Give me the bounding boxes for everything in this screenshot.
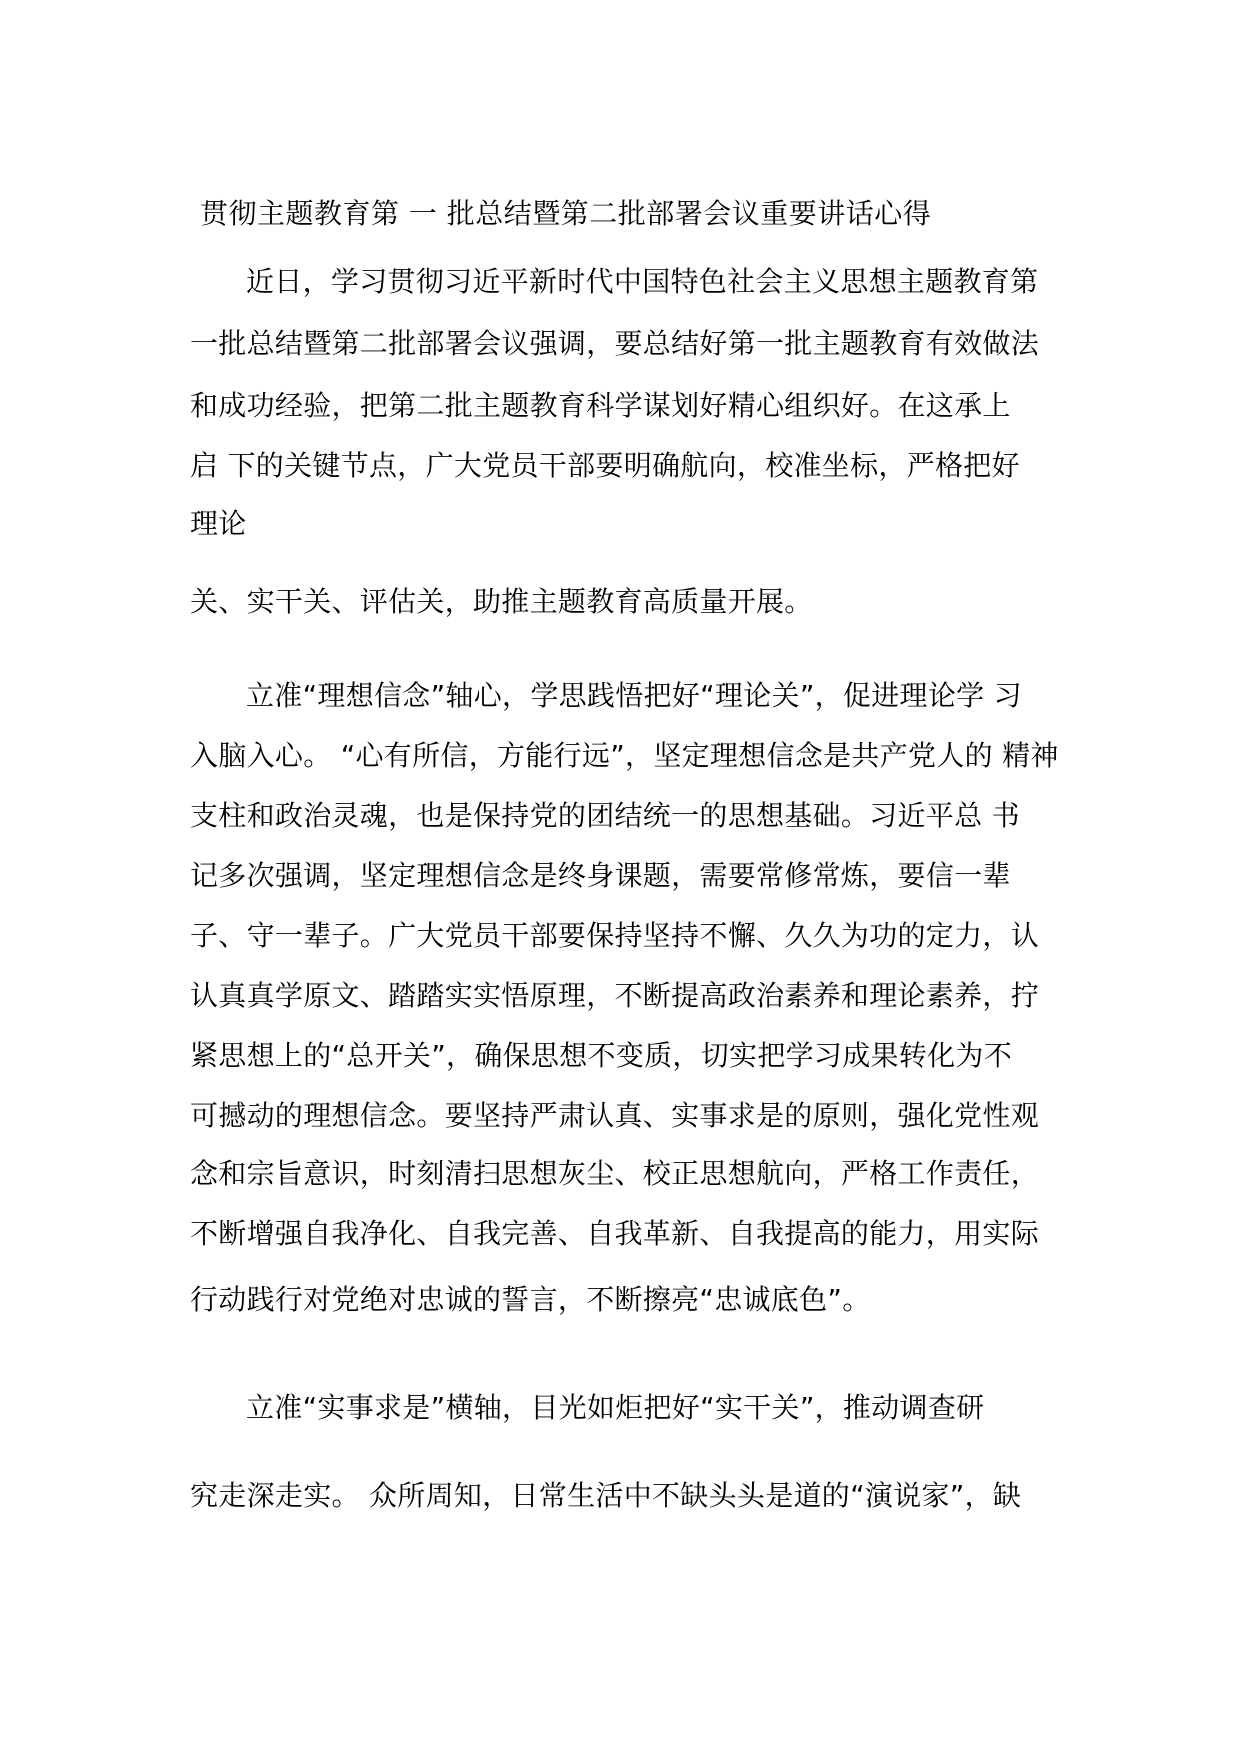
paragraph-line: 究走深走实。 众所周知，日常生活中不缺头头是道的“演说家”，缺 <box>190 1479 1022 1512</box>
paragraph-line: 关、实干关、评估关，助推主题教育高质量开展。 <box>190 585 813 618</box>
document-title: 贯彻主题教育第 一 批总结暨第二批部署会议重要讲话心得 <box>200 197 932 230</box>
paragraph-line: 支柱和政治灵魂，也是保持党的团结统一的思想基础。习近平总 书 <box>190 799 1020 832</box>
paragraph-line: 可撼动的理想信念。要坚持严肃认真、实事求是的原则，强化党性观 <box>190 1099 1040 1132</box>
paragraph-line: 入脑入心。 “心有所信，方能行远”，坚定理想信念是共产党人的 精神 <box>190 739 1059 772</box>
paragraph-line: 子、守一辈子。广大党员干部要保持坚持不懈、久久为功的定力，认 <box>190 919 1040 952</box>
paragraph-line: 紧思想上的“总开关”，确保思想不变质，切实把学习成果转化为不 <box>190 1039 1013 1072</box>
paragraph-line: 记多次强调，坚定理想信念是终身课题，需要常修常炼，要信一辈 <box>190 859 1011 892</box>
paragraph-line: 启 下的关键节点，广大党员干部要明确航向，校准坐标，严格把好 <box>190 449 1020 482</box>
paragraph-line: 一批总结暨第二批部署会议强调，要总结好第一批主题教育有效做法 <box>190 327 1040 360</box>
paragraph-line: 行动践行对党绝对忠诚的誓言，不断擦亮“忠诚底色”。 <box>190 1283 871 1316</box>
paragraph-line: 近日，学习贯彻习近平新时代中国特色社会主义思想主题教育第 <box>246 265 1039 298</box>
paragraph-line: 立准“实事求是”横轴，目光如炬把好“实干关”，推动调查研 <box>246 1391 985 1424</box>
paragraph-line: 理论 <box>190 507 247 540</box>
paragraph-line: 念和宗旨意识，时刻清扫思想灰尘、校正思想航向，严格工作责任， <box>190 1157 1040 1190</box>
paragraph-line: 立准“理想信念”轴心，学思践悟把好“理论关”，促进理论学 习 <box>246 679 1022 712</box>
paragraph-line: 不断增强自我净化、自我完善、自我革新、自我提高的能力，用实际 <box>190 1217 1040 1250</box>
paragraph-line: 认真真学原文、踏踏实实悟原理，不断提高政治素养和理论素养，拧 <box>190 979 1040 1012</box>
paragraph-line: 和成功经验，把第二批主题教育科学谋划好精心组织好。在这承上 <box>190 389 1011 422</box>
